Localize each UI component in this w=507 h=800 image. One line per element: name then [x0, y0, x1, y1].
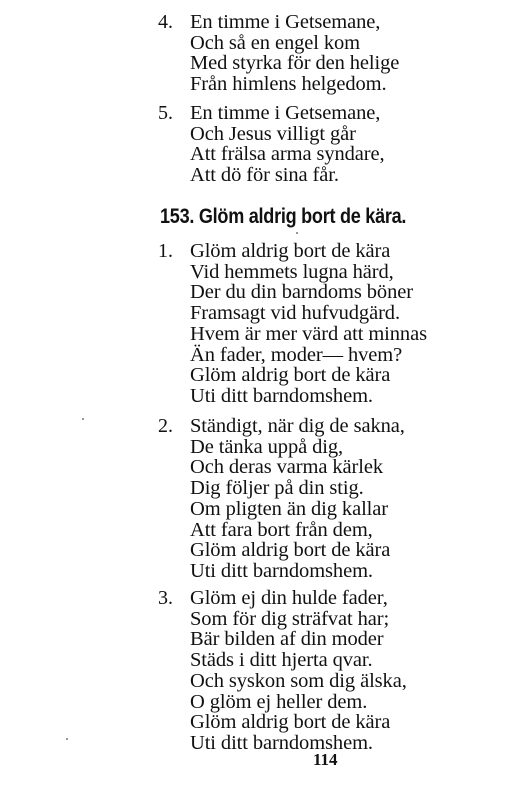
scan-speck [82, 418, 84, 420]
scan-speck [296, 232, 298, 234]
verse-line: Städs i ditt hjerta qvar. [190, 649, 373, 672]
verse-line: Bär bilden af din moder [190, 628, 384, 651]
stanza-number: 2. [158, 415, 173, 437]
stanza-number: 4. [158, 11, 173, 33]
verse-line: Der du din barndoms böner [190, 281, 413, 304]
verse-line: Glöm aldrig bort de kära [190, 711, 391, 734]
verse-line: Glöm ej din hulde fader, [190, 587, 388, 609]
verse-line: Glöm aldrig bort de kära [190, 539, 391, 562]
verse-line: Framsagt vid hufvudgärd. [190, 302, 400, 325]
verse-line: Om pligten än dig kallar [190, 497, 388, 520]
scan-speck [66, 738, 68, 740]
verse-line: Ständigt, när dig de sakna, [190, 415, 405, 437]
verse-line: Glöm aldrig bort de kära [190, 364, 391, 387]
stanza-number: 3. [158, 587, 173, 609]
stanza-lines [190, 103, 385, 186]
verse-line: Och syskon som dig älska, [190, 669, 407, 692]
stanza-number: 5. [158, 102, 173, 124]
verse-line: Att frälsa arma syndare, [190, 143, 385, 166]
stanza-lines [190, 416, 405, 582]
stanza-number: 1. [158, 240, 173, 262]
verse-line: Uti ditt barndomshem. [190, 384, 373, 407]
page-number: 114 [313, 750, 338, 769]
verse-line: Att dö för sina får. [190, 164, 339, 187]
verse-line: Vid hemmets lugna härd, [190, 260, 394, 283]
verse-line: En timme i Getsemane, [190, 102, 381, 124]
verse-line: Från himlens helgedom. [190, 73, 387, 96]
verse-line: Med styrka för den helige [190, 52, 400, 75]
stanza-lines [190, 12, 399, 95]
stanza-lines [190, 241, 427, 407]
verse-line: Glöm aldrig bort de kära [190, 240, 391, 262]
verse-line: Att fara bort från dem, [190, 518, 373, 541]
verse-line: Och Jesus villigt går [190, 122, 356, 145]
verse-line: Och så en engel kom [190, 31, 361, 54]
hymn-title: 153. Glöm aldrig bort de kära. [160, 205, 407, 228]
verse-line: Uti ditt barndomshem. [190, 559, 373, 582]
verse-line: Än fader, moder— hvem? [190, 343, 403, 366]
verse-line: De tänka uppå dig, [190, 435, 344, 458]
stanza-lines [190, 588, 407, 754]
verse-line: Som för dig sträfvat har; [190, 607, 390, 630]
verse-line: O glöm ej heller dem. [190, 690, 368, 713]
verse-line: Dig följer på din stig. [190, 477, 364, 500]
verse-line: En timme i Getsemane, [190, 11, 381, 33]
verse-line: Uti ditt barndomshem. [190, 731, 373, 754]
verse-line: Hvem är mer värd att minnas [190, 322, 427, 345]
verse-line: Och deras varma kärlek [190, 456, 384, 479]
